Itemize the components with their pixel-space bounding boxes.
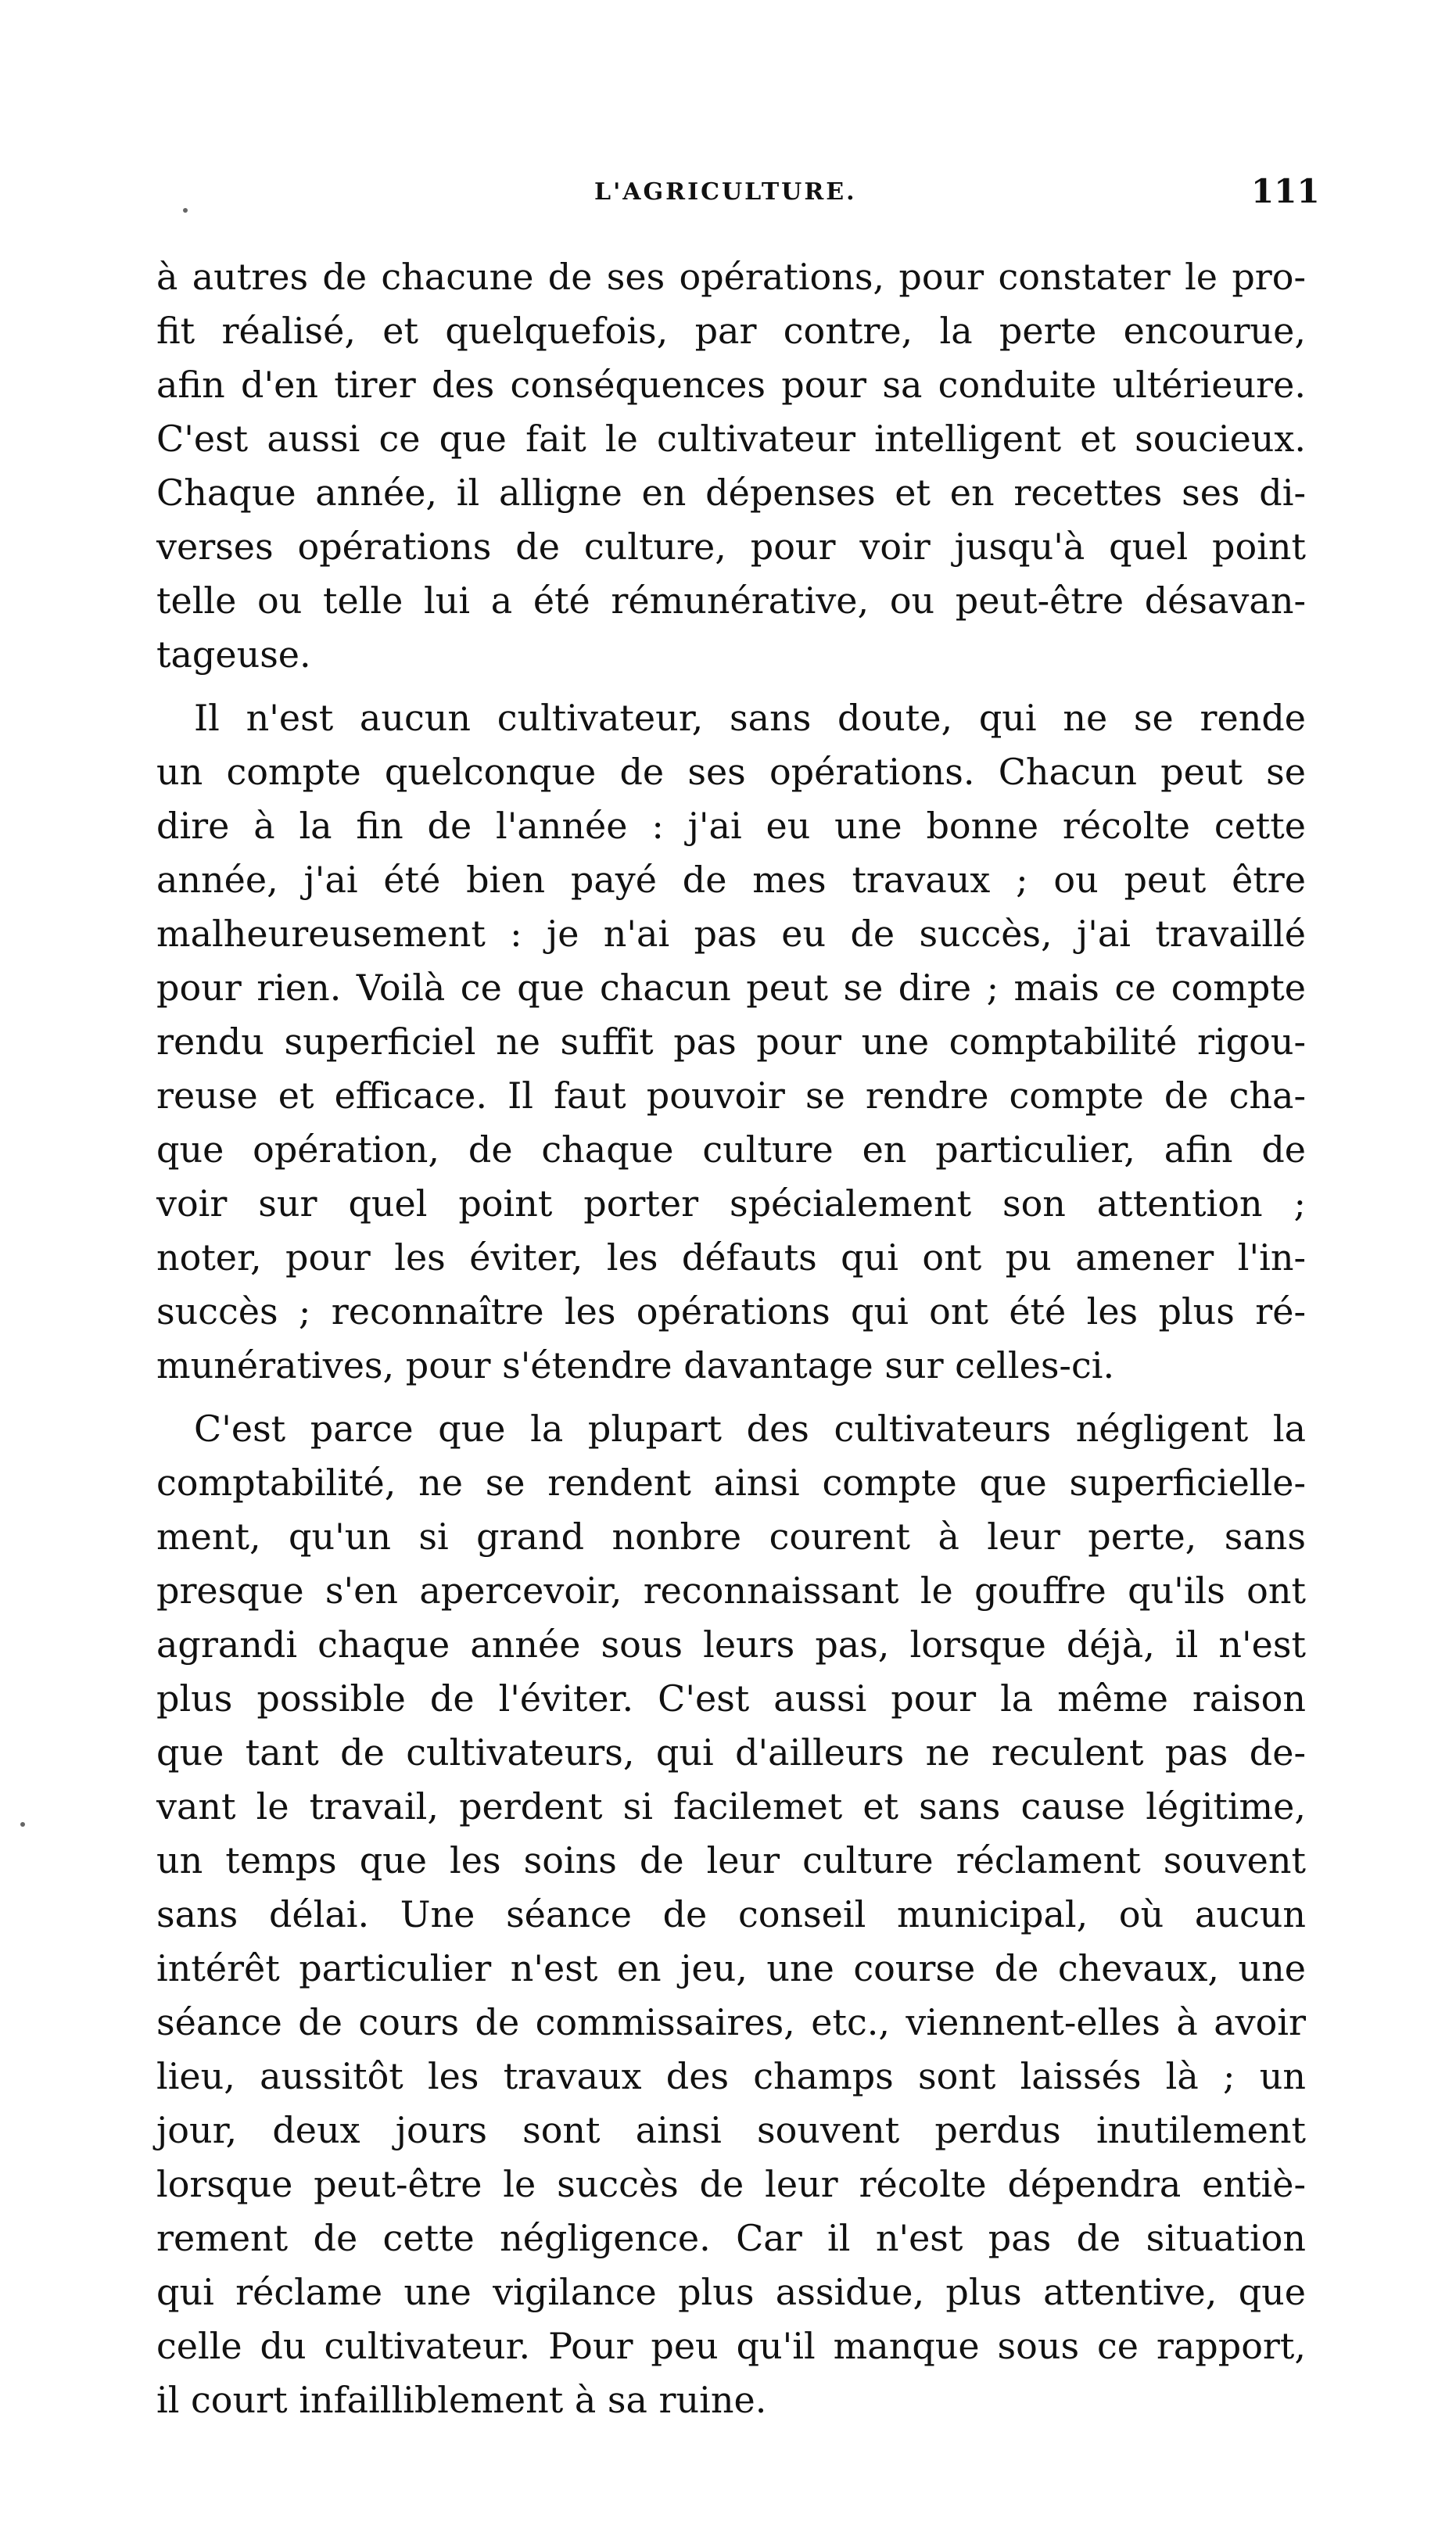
text-line: fit réalisé, et quelquefois, par contre, la perte encourue, bbox=[156, 310, 1306, 352]
text-line: agrandi chaque année sous leurs pas, lorsque déjà, il n'est bbox=[156, 1623, 1306, 1666]
text-line: telle ou telle lui a été rémunérative, ou peut-être désavan- bbox=[156, 579, 1306, 622]
paragraph-1 bbox=[156, 250, 1306, 682]
text-line: pour rien. Voilà ce que chacun peut se dire ; mais ce compte bbox=[156, 967, 1306, 1009]
text-line: noter, pour les éviter, les défauts qui ont pu amener l'in- bbox=[156, 1236, 1306, 1279]
text-line: intérêt particulier n'est en jeu, une course de chevaux, une bbox=[156, 1947, 1306, 1989]
text-line: voir sur quel point porter spécialement son attention ; bbox=[156, 1182, 1306, 1225]
paragraph-3 bbox=[156, 1402, 1306, 2427]
paragraph-2 bbox=[156, 691, 1306, 1393]
text-line: séance de cours de commissaires, etc., viennent-elles à avoir bbox=[156, 2001, 1306, 2043]
text-line: rement de cette négligence. Car il n'est pas de situation bbox=[156, 2217, 1306, 2259]
text-line: afin d'en tirer des conséquences pour sa conduite ultérieure. bbox=[156, 364, 1306, 406]
text-line: C'est parce que la plupart des cultivateurs négligent la bbox=[194, 1408, 1306, 1450]
text-line: dire à la fin de l'année : j'ai eu une bonne récolte cette bbox=[156, 805, 1306, 847]
text-line: munératives, pour s'étendre davantage sur celles-ci. bbox=[156, 1344, 1115, 1386]
text-line: lieu, aussitôt les travaux des champs sont laissés là ; un bbox=[156, 2055, 1306, 2097]
text-line: un compte quelconque de ses opérations. Chacun peut se bbox=[156, 751, 1306, 793]
text-line: Chaque année, il alligne en dépenses et en recettes ses di- bbox=[156, 472, 1306, 514]
text-line: il court infailliblement à sa ruine. bbox=[156, 2379, 767, 2421]
text-line: à autres de chacune de ses opérations, pour constater le pro- bbox=[156, 256, 1306, 298]
text-line: que opération, de chaque culture en particulier, afin de bbox=[156, 1128, 1306, 1171]
text-line: presque s'en apercevoir, reconnaissant le gouffre qu'ils ont bbox=[156, 1569, 1306, 1612]
text-line: malheureusement : je n'ai pas eu de succès, j'ai travaillé bbox=[156, 913, 1306, 955]
text-line: plus possible de l'éviter. C'est aussi pour la même raison bbox=[156, 1677, 1306, 1720]
body-text bbox=[156, 250, 1306, 2427]
text-line: lorsque peut-être le succès de leur récolte dépendra entiè- bbox=[156, 2163, 1306, 2205]
text-line: Il n'est aucun cultivateur, sans doute, qui ne se rende bbox=[194, 697, 1306, 739]
page-number: 111 bbox=[1251, 172, 1320, 210]
text-line: un temps que les soins de leur culture réclament souvent bbox=[156, 1839, 1306, 1881]
text-line: ment, qu'un si grand nonbre courent à leur perte, sans bbox=[156, 1516, 1306, 1558]
text-line: reuse et efficace. Il faut pouvoir se rendre compte de cha- bbox=[156, 1074, 1306, 1117]
text-line: celle du cultivateur. Pour peu qu'il manque sous ce rapport, bbox=[156, 2325, 1306, 2367]
print-speck bbox=[20, 1822, 25, 1827]
paragraph-gap bbox=[156, 682, 1306, 691]
text-line: comptabilité, ne se rendent ainsi compte que superficielle- bbox=[156, 1462, 1306, 1504]
paragraph-gap bbox=[156, 1393, 1306, 1402]
text-line: tageuse. bbox=[156, 633, 311, 676]
text-line: année, j'ai été bien payé de mes travaux ; ou peut être bbox=[156, 859, 1306, 901]
text-line: vant le travail, perdent si facilemet et sans cause légitime, bbox=[156, 1785, 1306, 1828]
text-line: sans délai. Une séance de conseil municipal, où aucun bbox=[156, 1893, 1306, 1935]
text-line: succès ; reconnaître les opérations qui ont été les plus ré- bbox=[156, 1290, 1306, 1333]
print-speck bbox=[183, 208, 188, 213]
text-line: rendu superficiel ne suffit pas pour une comptabilité rigou- bbox=[156, 1020, 1306, 1063]
text-line: que tant de cultivateurs, qui d'ailleurs ne reculent pas de- bbox=[156, 1731, 1306, 1774]
text-line: verses opérations de culture, pour voir jusqu'à quel point bbox=[156, 525, 1306, 568]
text-line: qui réclame une vigilance plus assidue, plus attentive, que bbox=[156, 2271, 1306, 2313]
text-line: C'est aussi ce que fait le cultivateur intelligent et soucieux. bbox=[156, 418, 1306, 460]
text-line: jour, deux jours sont ainsi souvent perdus inutilement bbox=[156, 2109, 1306, 2151]
running-head bbox=[0, 172, 1456, 219]
running-title: L'AGRICULTURE. bbox=[594, 178, 857, 206]
